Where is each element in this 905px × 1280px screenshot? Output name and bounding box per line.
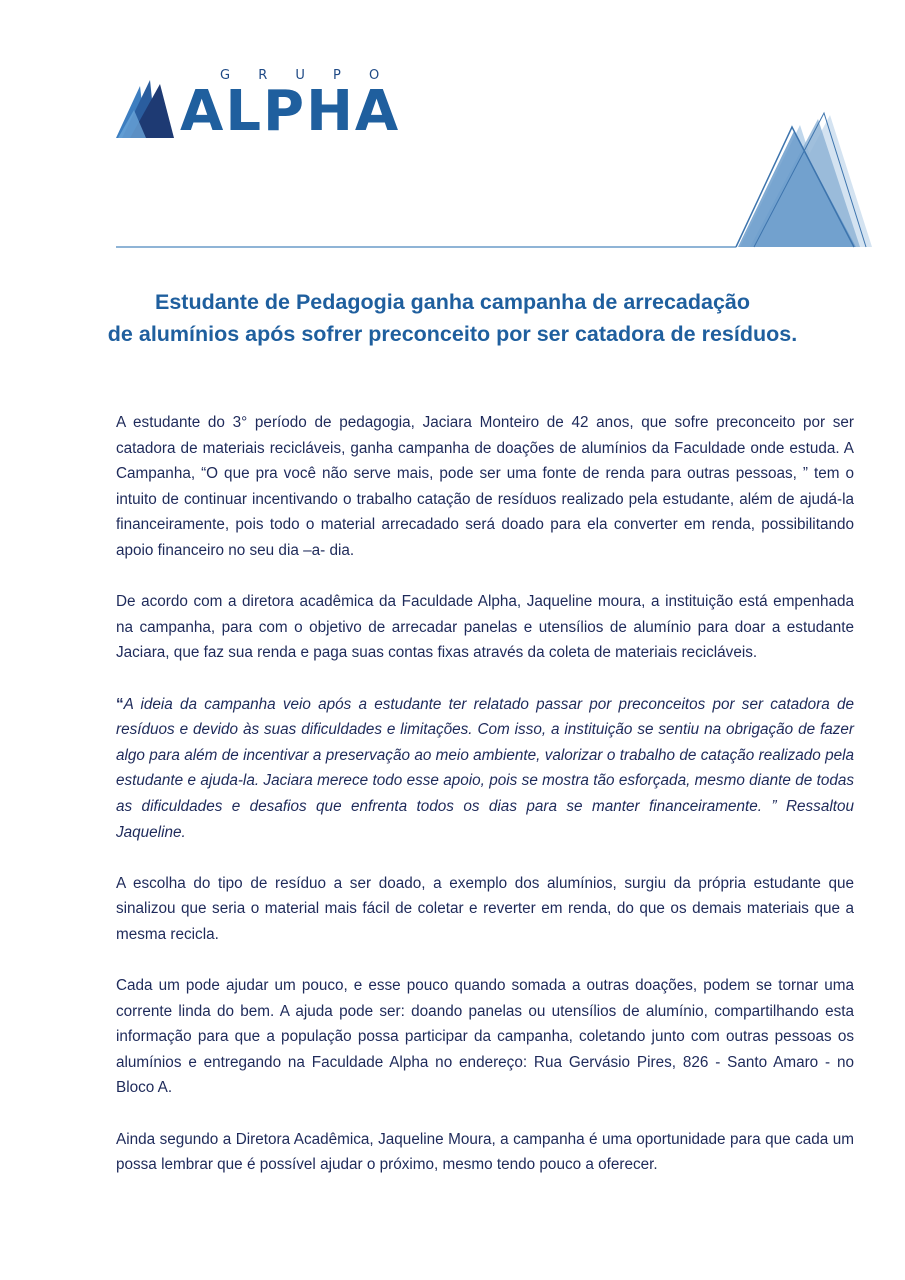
logo-group-text: G R U P O: [220, 68, 392, 83]
quote-open-mark: “: [116, 695, 124, 713]
article-paragraph-2: De acordo com a diretora acadêmica da Faculdade Alpha, Jaqueline moura, a instituição está empenhada na campanha, para com o objetivo de arrecadar panelas e utensílios de alumínio para doar a estudante Jaciara, que faz sua renda e paga suas contas fixas através da coleta de materiais recicláveis.: [116, 593, 854, 662]
logo-alpha-text: ALPHA: [180, 79, 401, 144]
article-paragraph-1: A estudante do 3° período de pedagogia, Jaciara Monteiro de 42 anos, que sofre preconceito por ser catadora de materiais recicláveis, ganha campanha de doações de alumínios da Faculdade onde estuda. A Campanha, “O que pra você não serve mais, pode ser uma fonte de renda para outras pessoas, ” tem o intuito de continuar incentivando o trabalho catação de resíduos realizado pela estudante, além de ajudá-la financeiramente, pois todo o material arrecadado será doado para ela converter em renda, possibilitando apoio financeiro no seu dia –a- dia.: [116, 414, 854, 559]
article-title-line-2: de alumínios após sofrer preconceito por ser catadora de resíduos.: [107, 322, 798, 346]
article-title-line-1: Estudante de Pedagogia ganha campanha de arrecadação: [154, 290, 751, 314]
article-body: [116, 410, 854, 1203]
decorative-pages-icon: [730, 105, 878, 253]
header-divider: [116, 246, 736, 248]
grupo-alpha-logo: [116, 68, 401, 146]
article-paragraph-4: A escolha do tipo de resíduo a ser doado, a exemplo dos alumínios, surgiu da própria estudante que sinalizou que seria o material mais fácil de coletar e reverter em renda, do que os demais materiais que a mesma recicla.: [116, 874, 854, 943]
article-paragraph-6: Ainda segundo a Diretora Acadêmica, Jaqueline Moura, a campanha é uma oportunidade para que cada um possa lembrar que é possível ajudar o próximo, mesmo tendo pouco a oferecer.: [116, 1130, 854, 1174]
article-title: [100, 286, 805, 350]
alpha-logo-mark-icon: [116, 80, 178, 140]
article-paragraph-5: Cada um pode ajudar um pouco, e esse pouco quando somada a outras doações, podem se tornar uma corrente linda do bem. A ajuda pode ser: doando panelas ou utensílios de alumínio, compartilhando esta informação para que a população possa participar da campanha, coletando junto com outras pessoas os alumínios e entregando na Faculdade Alpha no endereço: Rua Gervásio Pires, 826 - Santo Amaro - no Bloco A.: [116, 977, 854, 1097]
article-paragraph-quote: [116, 692, 854, 846]
quote-text: A ideia da campanha veio após a estudante ter relatado passar por preconceitos por ser catadora de resíduos e devido às suas dificuldades e limitações. Com isso, a instituição se sentiu na obrigação de fazer algo para além de incentivar a preservação ao meio ambiente, valorizar o trabalho de catação realizado pela estudante e ajuda-la. Jaciara merece todo esse apoio, pois se mostra tão esforçada, mesmo diante de todas as dificuldades e desafios que enfrenta todos os dias para se manter financeiramente. ” Ressaltou Jaqueline.: [116, 695, 854, 841]
